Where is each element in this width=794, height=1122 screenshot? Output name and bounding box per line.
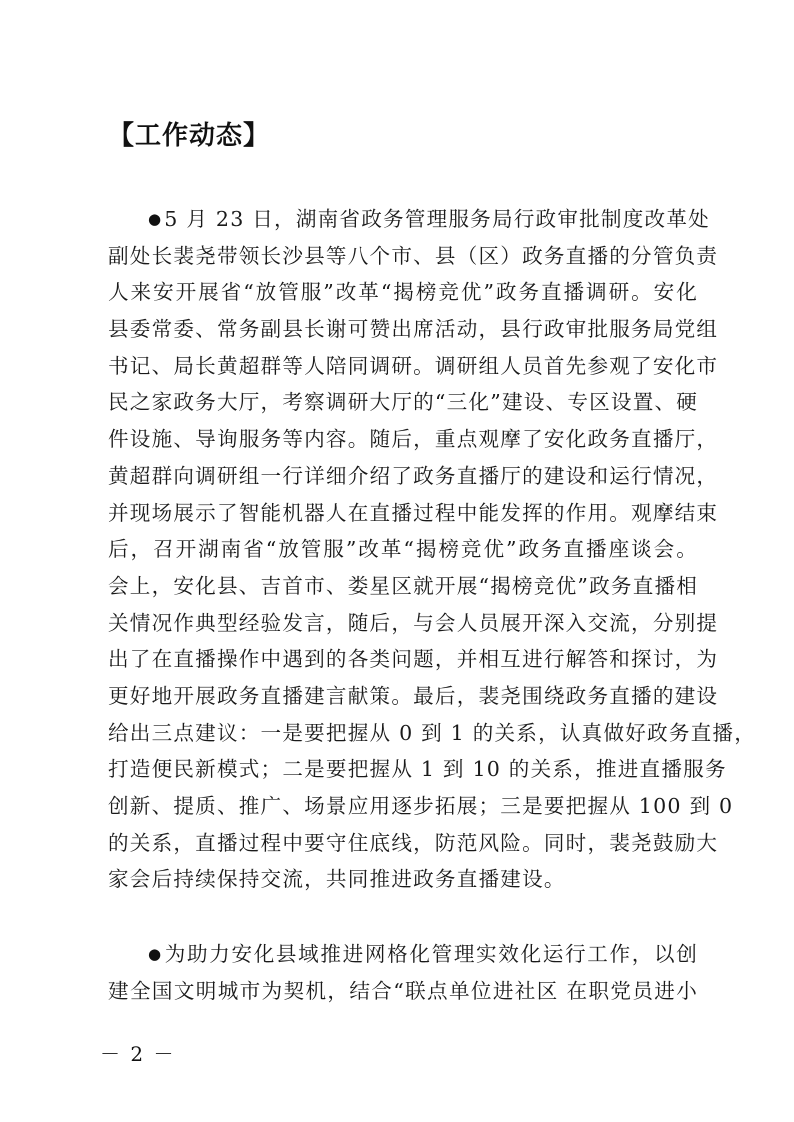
paragraph-line: 给出三点建议：一是要把握从 0 到 1 的关系，认真做好政务直播， [108, 720, 757, 745]
bullet-icon: ● [148, 210, 163, 228]
paragraph-line: 更好地开展政务直播建言献策。最后，裴尧围绕政务直播的建设 [108, 683, 719, 708]
paragraph-line: 副处长裴尧带领长沙县等八个市、县（区）政务直播的分管负责 [108, 243, 719, 268]
paragraph-line: 后，召开湖南省“放管服”改革“揭榜竞优”政务直播座谈会。 [108, 537, 698, 562]
bullet-icon: ● [148, 945, 163, 963]
paragraph-line: 创新、提质、推广、场景应用逐步拓展；三是要把握从 100 到 0 [108, 794, 734, 818]
paragraph-line: 打造便民新模式；二是要把握从 1 到 10 的关系，推进直播服务 [108, 757, 727, 782]
news-item-2 [108, 936, 698, 1009]
paragraph-line: 人来安开展省“放管服”改革“揭榜竞优”政务直播调研。安化 [108, 280, 698, 305]
paragraph-line: 的关系，直播过程中要守住底线，防范风险。同时，裴尧鼓励大 [108, 830, 719, 855]
paragraph-line: 家会后持续保持交流，共同推进政务直播建设。 [108, 867, 566, 892]
paragraph-line: 黄超群向调研组一行详细介绍了政务直播厅的建设和运行情况， [108, 463, 719, 488]
paragraph-line: 民之家政务大厅，考察调研大厅的“三化”建设、专区设置、硬 [108, 390, 699, 415]
paragraph-line: 书记、局长黄超群等人陪同调研。调研组人员首先参观了安化市 [108, 353, 719, 378]
paragraph-line: 关情况作典型经验发言，随后，与会人员展开深入交流，分别提 [108, 610, 719, 635]
paragraph-line: ●5 月 23 日，湖南省政务管理服务局行政审批制度改革处 [108, 201, 698, 238]
paragraph-line: 件设施、导询服务等内容。随后，重点观摩了安化政务直播厅， [108, 427, 719, 452]
paragraph-line: 出了在直播操作中遇到的各类问题，并相互进行解答和探讨，为 [108, 647, 719, 672]
paragraph-line: 县委常委、常务副县长谢可赞出席活动，县行政审批服务局党组 [108, 317, 719, 342]
news-item-1 [108, 201, 757, 898]
paragraph-line: 并现场展示了智能机器人在直播过程中能发挥的作用。观摩结束 [108, 500, 719, 525]
section-heading: 【工作动态】 [108, 121, 271, 151]
page-number: － 2 － [100, 1042, 176, 1066]
paragraph-line: 会上，安化县、吉首市、娄星区就开展“揭榜竞优”政务直播相 [108, 573, 699, 598]
paragraph-line: 建全国文明城市为契机，结合“联点单位进社区 在职党员进小 [108, 978, 698, 1003]
paragraph-line: ●为助力安化县域推进网格化管理实效化运行工作，以创 [108, 936, 698, 973]
